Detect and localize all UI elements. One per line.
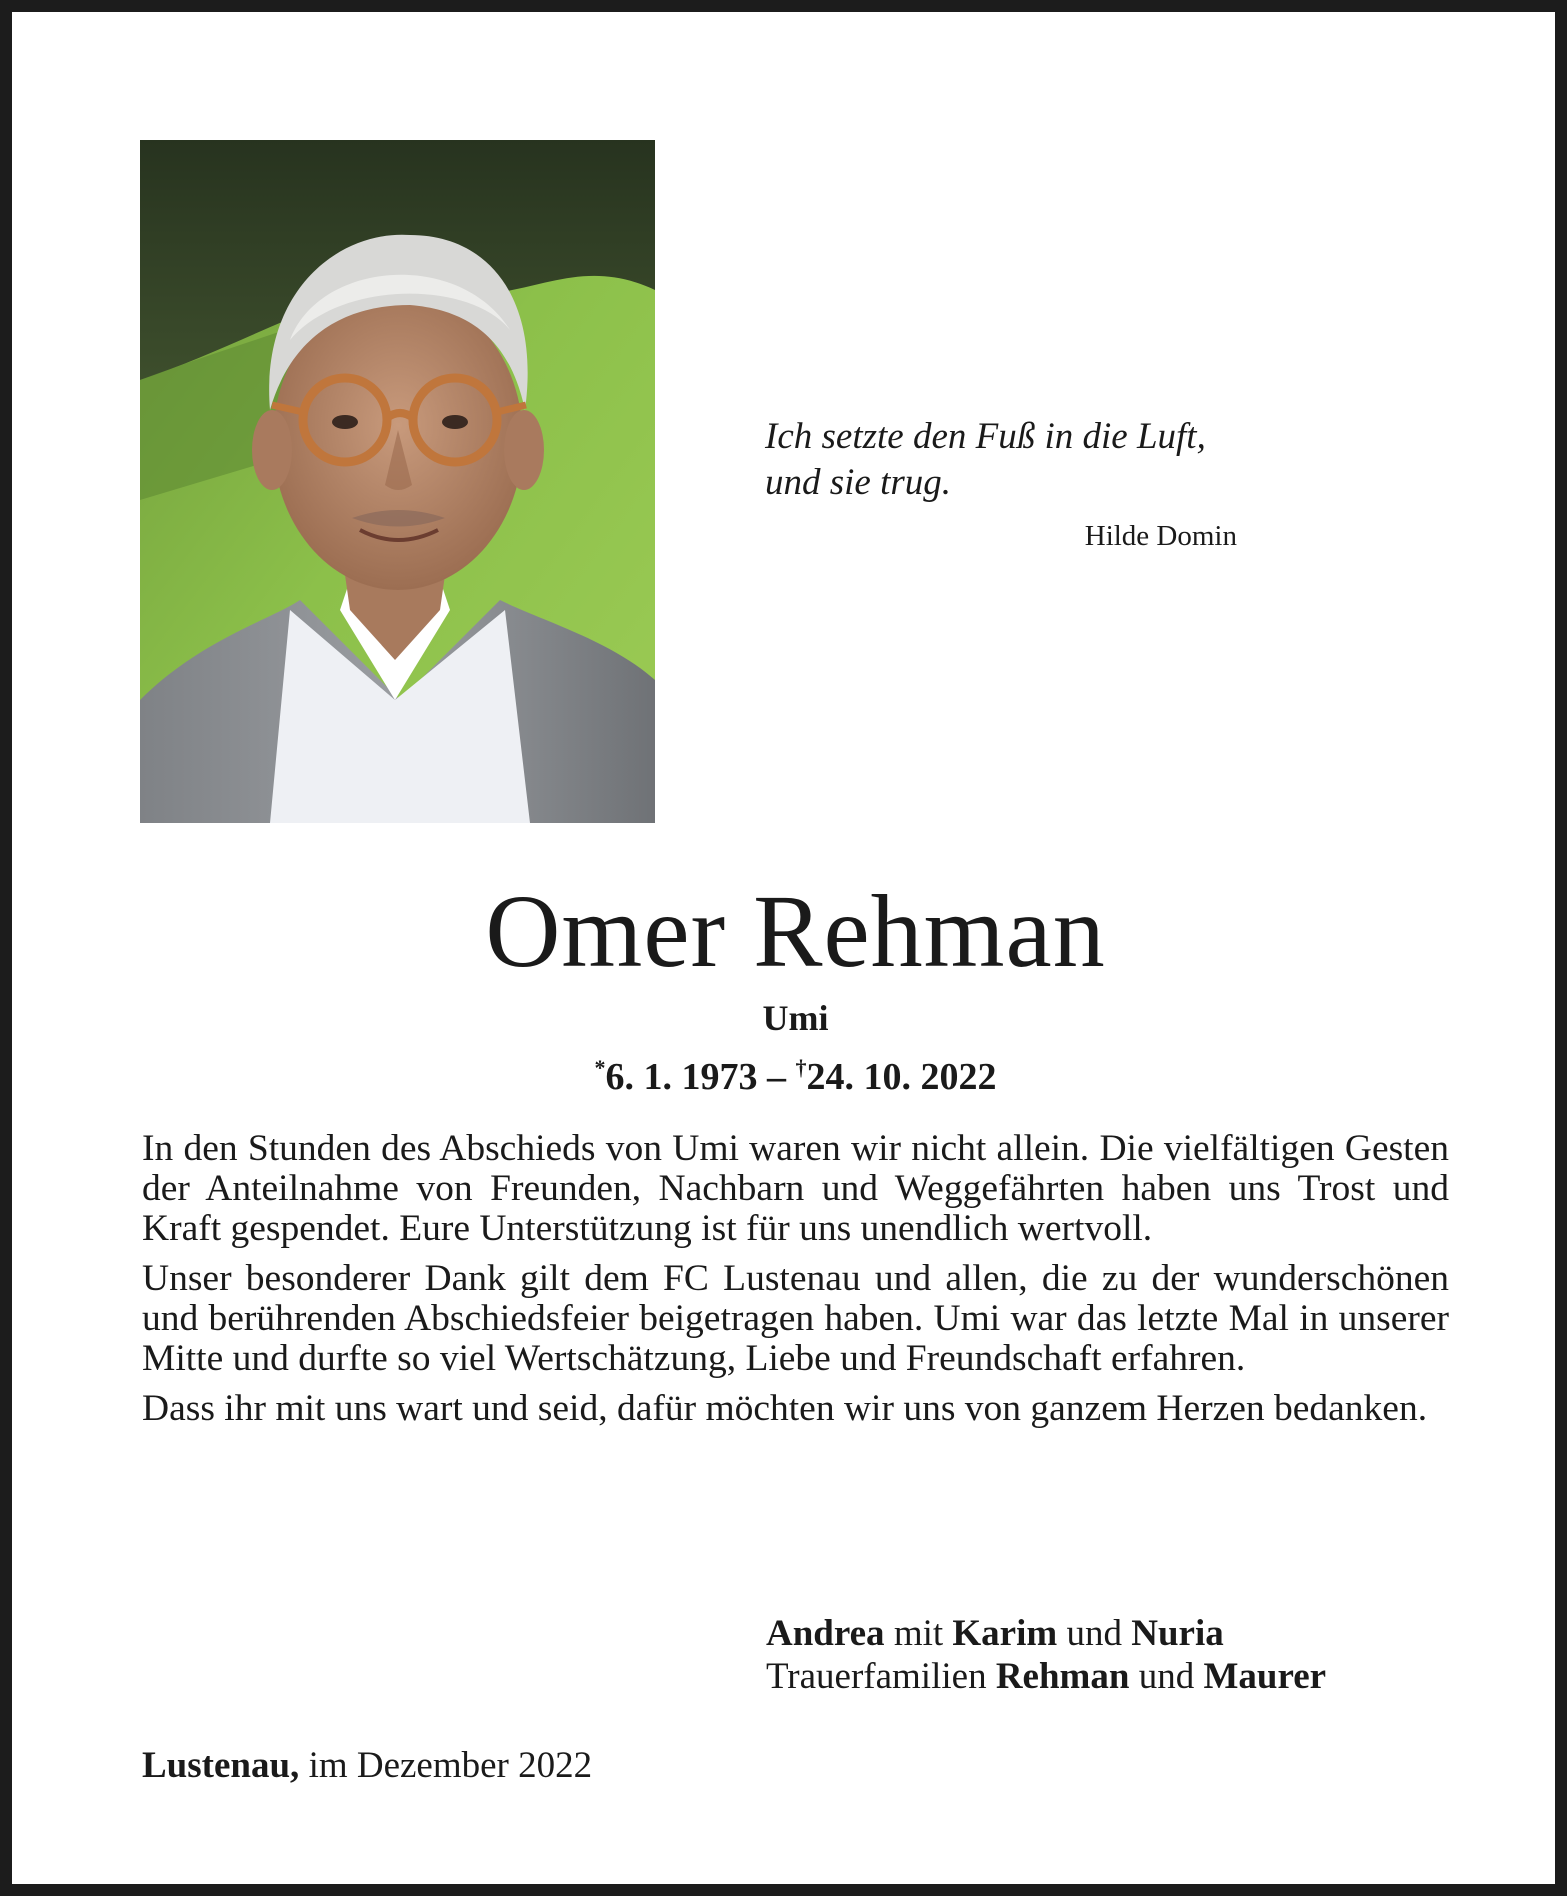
- body-paragraph-3: Dass ihr mit uns wart und seid, dafür möchten wir uns von ganzem Herzen bedanken.: [142, 1388, 1428, 1429]
- portrait-image: [140, 140, 655, 823]
- family-rehman: Rehman: [995, 1656, 1130, 1697]
- signature-mit: mit: [884, 1613, 953, 1654]
- signature-line-1: [766, 1612, 1326, 1655]
- place-town: Lustenau,: [142, 1745, 300, 1786]
- life-dates: [12, 1046, 1567, 1099]
- portrait-photo: [140, 140, 655, 823]
- families-label: Trauerfamilien: [766, 1656, 996, 1697]
- quote-author: Hilde Domin: [1084, 520, 1237, 552]
- deceased-nickname: Umi: [762, 998, 829, 1038]
- signer-nuria: Nuria: [1131, 1613, 1224, 1654]
- place-date: im Dezember 2022: [299, 1745, 593, 1786]
- quote-line-1: Ich setzte den Fuß in die Luft,: [765, 416, 1206, 457]
- birth-symbol: *: [594, 1055, 606, 1080]
- death-symbol: †: [795, 1055, 807, 1080]
- deceased-name: Omer Rehman: [485, 874, 1106, 989]
- place-and-date: [142, 1744, 592, 1787]
- date-separator: –: [757, 1056, 796, 1098]
- signature-und-2: und: [1129, 1656, 1204, 1697]
- quote-line-2: und sie trug.: [765, 462, 952, 503]
- body-paragraph-2: Unser besonderer Dank gilt dem FC Lustenau und allen, die zu der wunderschönen und berührenden Abschiedsfeier beigetragen haben. Umi war das letzte Mal in unserer Mitte und durfte so viel Wertschätzung, Liebe und Freundschaft erfahren.: [142, 1258, 1449, 1379]
- birth-date: 6. 1. 1973: [605, 1056, 758, 1098]
- thank-you-text: [142, 1129, 1449, 1439]
- signature-und-1: und: [1057, 1613, 1132, 1654]
- signer-andrea: Andrea: [766, 1613, 885, 1654]
- signer-karim: Karim: [952, 1613, 1058, 1654]
- body-paragraph-1: In den Stunden des Abschieds von Umi waren wir nicht allein. Die vielfältigen Gesten der Anteilnahme von Freunden, Nachbarn und Weggefährten haben uns Trost und Kraft gespendet. Eure Unterstützung ist für uns unendlich wertvoll.: [142, 1128, 1449, 1249]
- signature-block: [766, 1612, 1326, 1698]
- death-date: 24. 10. 2022: [806, 1056, 997, 1098]
- epigraph-quote: [765, 414, 1245, 553]
- family-maurer: Maurer: [1203, 1656, 1327, 1697]
- signature-line-2: [766, 1655, 1326, 1698]
